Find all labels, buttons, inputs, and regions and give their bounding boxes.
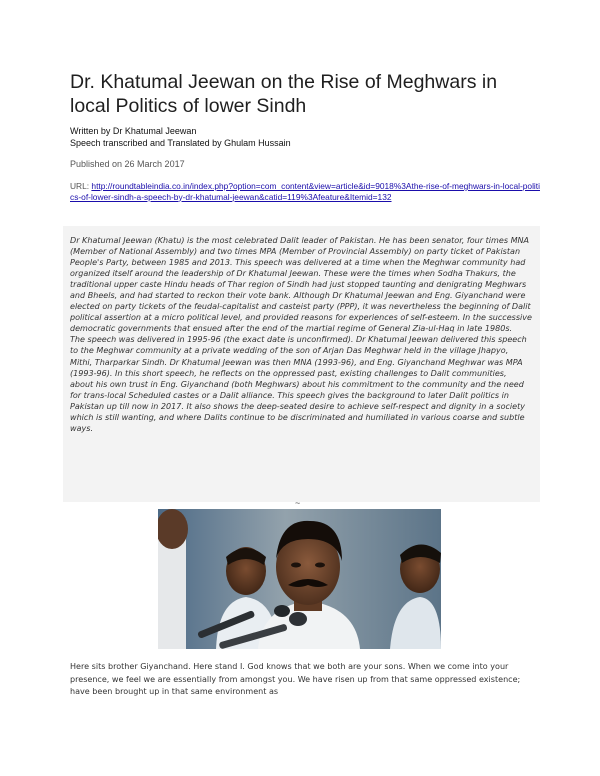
published-date: Published on 26 March 2017 bbox=[70, 159, 185, 169]
byline bbox=[70, 125, 291, 149]
intro-paragraph: The speech was delivered in 1995-96 (the exact date is unconfirmed). Dr Khatumal Jeewan delivered this speech to the Meghwar community at a private wedding of the son of Arjan Das Meghwar held in the village Jhapyo, Mithi, Tharparkar Sindh. Dr Khatumal Jeewan was then MNA (1993-96), and Eng. Giyanchand Meghwar was MPA (1993-96). In this short speech, he reflects on the oppressed past, existing challenges to Dalit communities, about his own trust in Eng. Giyanchand (both Meghwars) about his commitment to the community and the need for trans-local Scheduled castes or a Dalit alliance. This speech gives the background to later Dalit politics in Pakistan up till now in 2017. It also shows the deep-seated desire to achieve self-respect and dignity in a society which is still wanting, and where Dalits continue to be discriminated and humiliated in various coarse and subtle ways. bbox=[70, 335, 527, 433]
source-url-link[interactable]: http://roundtableindia.co.in/index.php?option=com_content&view=article&id=9018%3Athe-rise-of-meghwars-in-local-politics-of-lower-sindh-a-speech-by-dr-khatumal-jeewan&catid=119%3Afeature&Itemid=132 bbox=[70, 181, 540, 202]
translator-line: Speech transcribed and Translated by Ghulam Hussain bbox=[70, 138, 291, 148]
url-line bbox=[70, 181, 540, 202]
article-title: Dr. Khatumal Jeewan on the Rise of Meghwars in local Politics of lower Sindh bbox=[70, 71, 498, 117]
speaker-photo-illustration bbox=[158, 509, 441, 649]
speaker-photo bbox=[158, 509, 441, 649]
intro-block bbox=[70, 235, 532, 434]
intro-paragraph: Dr Khatumal Jeewan (Khatu) is the most celebrated Dalit leader of Pakistan. He has been senator, four times MNA (Member of National Assembly) and two times MPA (Member of Provincial Assembly) on party ticket of Pakistan People's Party, between 1985 and 2013. This speech was delivered at a time when the Meghwar community had organized itself around the leadership of Dr Khatumal Jeewan. These were the times when Sodha Thakurs, the traditional upper caste Hindu heads of Thar region of Sindh had just stopped taunting and denigrating Meghwars and Bheels, and had started to reckon their vote bank. Although Dr Khatumal Jeewan and Eng. Giyanchand were elected on party tickets of the feudal-capitalist and casteist party (PPP), it was nevertheless the beginning of Dalit political assertion at a micro political level, and provided reasons for experiences of self-esteem. In the successive democratic governments that ensued after the end of the martial regime of General Zia-ul-Haq in late 1980s. bbox=[70, 236, 532, 334]
url-label: URL: bbox=[70, 181, 92, 191]
section-separator: ~ bbox=[295, 498, 301, 508]
author-line: Written by Dr Khatumal Jeewan bbox=[70, 126, 197, 136]
body-paragraph: Here sits brother Giyanchand. Here stand I. God knows that we both are your sons. When we come into your presence, we feel we are essentially from amongst you. We have risen up from that same oppressed existence; have been brought up in that same environment as bbox=[70, 662, 521, 697]
speech-body bbox=[70, 661, 535, 699]
